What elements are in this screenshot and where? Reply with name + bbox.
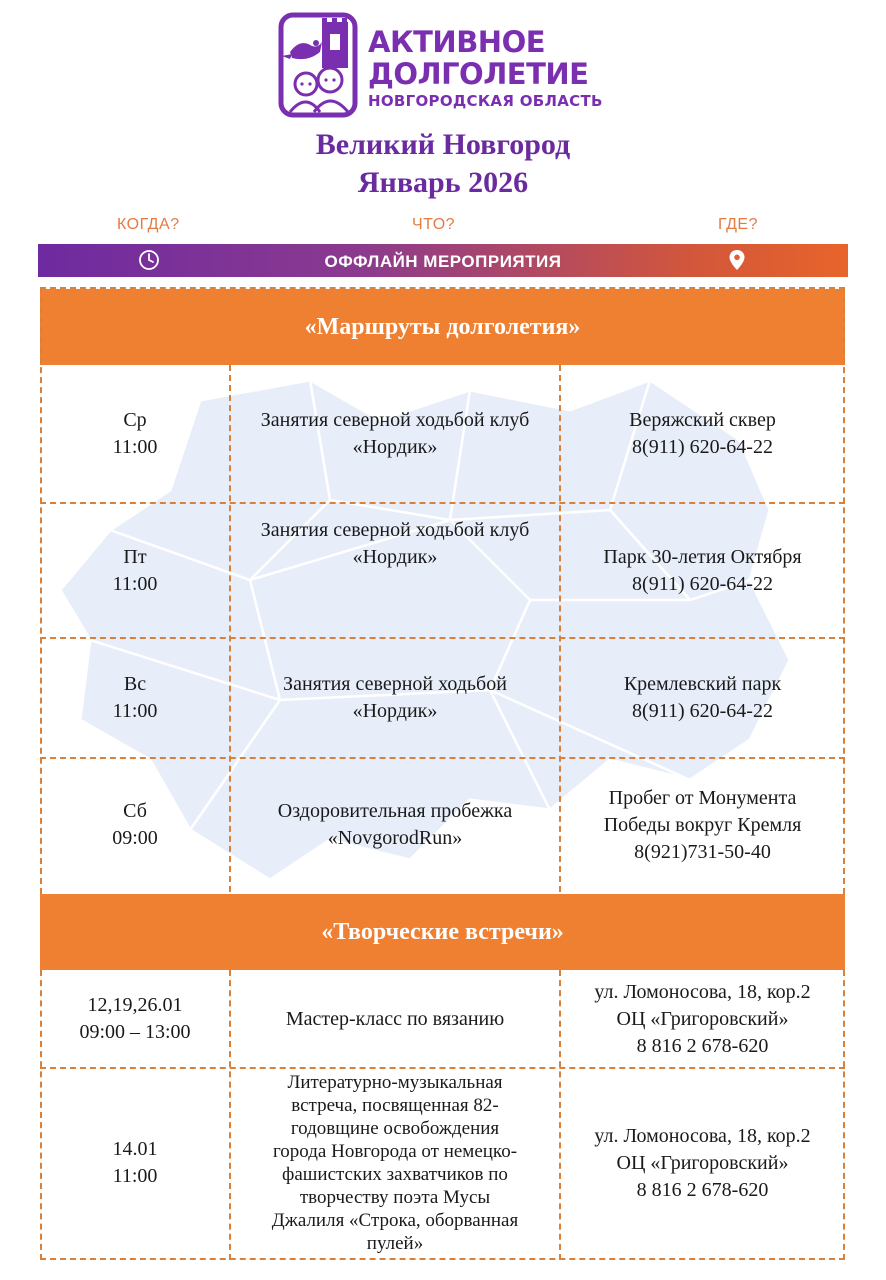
cell-text: встреча, посвященная 82- <box>291 1095 499 1116</box>
cell-text: Оздоровительная пробежка <box>277 800 513 822</box>
cell-text: творчеству поэта Мусы <box>299 1187 491 1208</box>
cell-when <box>40 638 230 758</box>
cell-text: 8 816 2 678-620 <box>636 1034 769 1057</box>
column-divider <box>229 365 231 892</box>
cell-what <box>230 638 560 758</box>
logo-text <box>368 26 603 112</box>
table-row <box>40 758 845 892</box>
cell-text: Литературно-музыкальная <box>287 1072 503 1093</box>
cell-text: 8(911) 620-64-22 <box>632 572 773 595</box>
row-divider <box>40 637 845 639</box>
column-header-where: ГДЕ? <box>718 216 758 233</box>
cell-text: 14.01 <box>112 1138 158 1160</box>
cell-text: 11:00 <box>112 572 158 595</box>
cell-text: «Нордик» <box>352 700 438 722</box>
cell-text: Ср <box>123 409 147 431</box>
cell-where <box>560 503 845 638</box>
section-header-longevity-routes: «Маршруты долголетия» <box>40 289 845 365</box>
cell-text: годовщине освобождения <box>290 1118 500 1139</box>
cell-what <box>230 758 560 892</box>
page-title <box>0 126 886 202</box>
column-divider <box>229 970 231 1260</box>
cell-text: 12,19,26.01 <box>87 994 183 1016</box>
cell-where <box>560 365 845 503</box>
cell-text: Пробег от Монумента <box>608 786 797 809</box>
cell-text: пулей» <box>366 1233 424 1254</box>
cell-text: фашистских захватчиков по <box>282 1164 508 1185</box>
cell-text: Пт <box>123 545 147 568</box>
location-pin-icon <box>728 249 746 271</box>
cell-text: 8(921)731-50-40 <box>634 840 771 863</box>
offline-events-banner <box>38 244 848 277</box>
cell-what <box>230 503 560 638</box>
cell-text: Джалиля «Строка, оборванная <box>271 1210 519 1231</box>
table-row <box>40 365 845 503</box>
cell-text: Кремлевский парк <box>623 673 782 695</box>
table-row <box>40 503 845 638</box>
cell-what <box>230 1068 560 1258</box>
column-divider <box>559 970 561 1260</box>
cell-text: ул. Ломоносова, 18, кор.2 <box>594 1124 811 1147</box>
cell-text: «Нордик» <box>352 436 438 458</box>
cell-when <box>40 758 230 892</box>
cell-text: 09:00 <box>112 827 158 849</box>
column-header-when: КОГДА? <box>117 216 180 233</box>
table-border <box>40 970 42 1260</box>
cell-text: 11:00 <box>112 436 158 458</box>
cell-text: «NovgorodRun» <box>327 827 463 849</box>
cell-text: 11:00 <box>112 1165 158 1187</box>
row-divider <box>40 757 845 759</box>
logo-line-1: АКТИВНОЕ <box>368 25 546 59</box>
row-divider <box>40 287 845 289</box>
cell-text: 8(911) 620-64-22 <box>632 700 773 722</box>
table-border <box>843 287 845 894</box>
cell-text: Занятия северной ходьбой клуб <box>260 409 530 431</box>
cell-where <box>560 1068 845 1258</box>
cell-text: 09:00 – 13:00 <box>79 1021 191 1043</box>
cell-text: «Нордик» <box>352 546 438 568</box>
cell-text: 11:00 <box>112 700 158 722</box>
cell-text: ул. Ломоносова, 18, кор.2 <box>594 980 811 1003</box>
logo-line-3: НОВГОРОДСКАЯ ОБЛАСТЬ <box>368 92 603 110</box>
cell-when <box>40 970 230 1068</box>
banner-label: ОФФЛАЙН МЕРОПРИЯТИЯ <box>324 252 562 271</box>
logo-line-2: ДОЛГОЛЕТИЕ <box>368 57 589 91</box>
row-divider <box>40 1067 845 1069</box>
cell-what <box>230 970 560 1068</box>
cell-what <box>230 365 560 503</box>
month-title: Январь 2026 <box>357 166 529 199</box>
table-border <box>843 970 845 1260</box>
row-divider <box>40 502 845 504</box>
cell-text: города Новгорода от немецко- <box>272 1141 518 1162</box>
cell-when <box>40 503 230 638</box>
cell-text: Занятия северной ходьбой клуб <box>260 519 530 541</box>
cell-where <box>560 638 845 758</box>
cell-when <box>40 1068 230 1258</box>
table-row <box>40 1068 845 1258</box>
cell-text: 8(911) 620-64-22 <box>632 436 773 458</box>
row-divider <box>40 1258 845 1260</box>
cell-text: Веряжский сквер <box>629 409 776 431</box>
cell-text: Сб <box>123 800 147 822</box>
city-title: Великий Новгород <box>315 128 571 161</box>
cell-text: ОЦ «Григоровский» <box>616 1007 789 1030</box>
cell-text: Занятия северной ходьбой <box>283 673 507 695</box>
table-row <box>40 970 845 1068</box>
cell-text: ОЦ «Григоровский» <box>616 1151 789 1174</box>
table-row <box>40 638 845 758</box>
cell-when <box>40 365 230 503</box>
cell-where <box>560 970 845 1068</box>
logo <box>278 12 618 120</box>
cell-text: Победы вокруг Кремля <box>603 813 802 836</box>
cell-where <box>560 758 845 892</box>
kremlin-tower-bird-elders-icon <box>278 12 358 118</box>
cell-text: Мастер-класс по вязанию <box>285 1007 505 1030</box>
cell-text: 8 816 2 678-620 <box>636 1178 769 1201</box>
section-header-creative-meetings: «Творческие встречи» <box>40 894 845 970</box>
column-divider <box>559 365 561 892</box>
cell-text: Парк 30-летия Октября <box>603 545 802 568</box>
column-header-what: ЧТО? <box>412 216 456 233</box>
cell-text: Вс <box>123 673 147 695</box>
table-border <box>40 287 42 894</box>
